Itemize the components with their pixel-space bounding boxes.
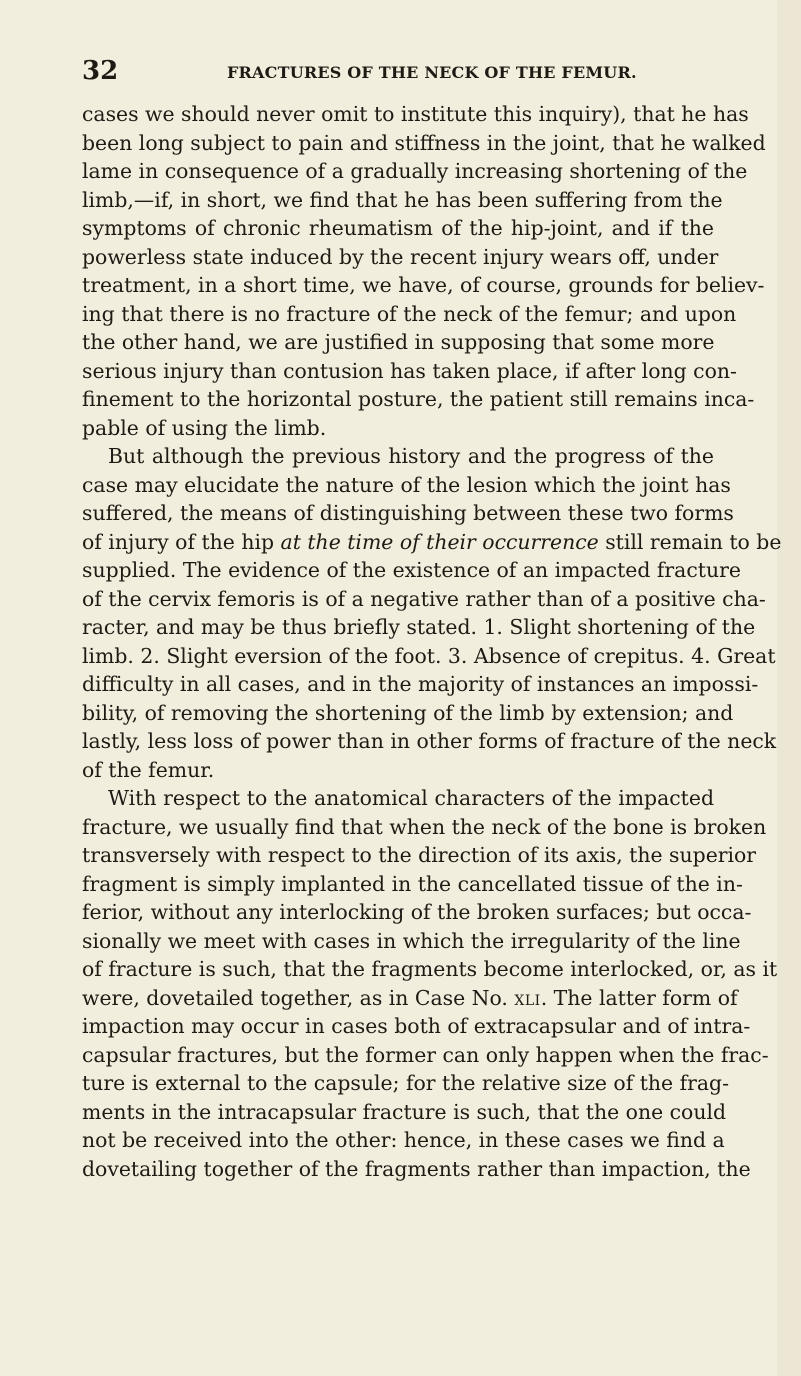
text-line: ments in the intracapsular fracture is such, that the one could <box>82 1099 727 1124</box>
italic-phrase: at the time of their occurrence <box>280 529 599 554</box>
text-line: pable of using the limb. <box>82 415 327 440</box>
text-line: limb. 2. Slight eversion of the foot. 3. Absence of crepitus. 4. Great <box>82 643 776 668</box>
text-line: supplied. The evidence of the existence of an impacted fracture <box>82 558 741 582</box>
text-line: difficulty in all cases, and in the majority of instances an impossi- <box>82 672 759 696</box>
text-line: powerless state induced by the recent injury wears off, under <box>82 244 719 269</box>
text-line: finement to the horizontal posture, the patient still remains inca- <box>82 387 755 411</box>
text-segment: of injury of the hip <box>82 529 281 554</box>
text-line: of fracture is such, that the fragments become interlocked, or, as it <box>82 957 778 981</box>
text-line: racter, and may be thus briefly stated. 1. Slight shortening of the <box>82 615 756 639</box>
text-line: lame in consequence of a gradually increasing shortening of the <box>82 159 748 183</box>
text-line: treatment, in a short time, we have, of course, grounds for believ- <box>82 273 765 297</box>
text-line: symptoms of chronic rheumatism of the hip-joint, and if the <box>82 216 714 240</box>
page-edge <box>777 0 801 1376</box>
text-line: lastly, less loss of power than in other forms of fracture of the neck <box>82 729 777 753</box>
text-segment: still remain to be <box>598 529 782 554</box>
body-text <box>82 100 782 1183</box>
text-line: limb,—if, in short, we find that he has been suffering from the <box>82 187 723 212</box>
text-line: been long subject to pain and stiffness in the joint, that he walked <box>82 130 766 155</box>
paragraph-start-line: With respect to the anatomical characters of the impacted <box>108 786 714 810</box>
text-line: impaction may occur in cases both of extracapsular and of intra- <box>82 1014 751 1038</box>
text-line: serious injury than contusion has taken place, if after long con- <box>82 358 737 383</box>
paragraph-start-line: But although the previous history and the progress of the <box>108 444 714 468</box>
text-line: not be received into the other: hence, in these cases we find a <box>82 1128 725 1152</box>
text-line: the other hand, we are justified in supposing that some more <box>82 330 715 354</box>
case-number: xli <box>514 985 541 1010</box>
text-segment: were, dovetailed together, as in Case No. <box>82 985 515 1010</box>
text-line: fragment is simply implanted in the cancellated tissue of the in- <box>82 871 743 896</box>
text-line: case may elucidate the nature of the lesion which the joint has <box>82 472 731 497</box>
page-header <box>0 58 801 84</box>
text-line: ing that there is no fracture of the neck of the femur; and upon <box>82 301 737 326</box>
text-line: ture is external to the capsule; for the relative size of the frag- <box>82 1071 730 1095</box>
text-line: cases we should never omit to institute this inquiry), that he has <box>82 102 749 126</box>
text-line: of the cervix femoris is of a negative rather than of a positive cha- <box>82 586 766 611</box>
text-line: suffered, the means of distinguishing between these two forms <box>82 501 734 525</box>
text-line: fracture, we usually find that when the neck of the bone is broken <box>82 814 767 839</box>
text-segment: . The latter form of <box>540 985 738 1010</box>
text-line-with-case-number <box>82 984 738 1013</box>
text-line: of the femur. <box>82 757 215 782</box>
running-title: FRACTURES OF THE NECK OF THE FEMUR. <box>227 63 637 82</box>
text-line: sionally we meet with cases in which the irregularity of the line <box>82 928 741 953</box>
text-line-with-italic <box>82 528 782 557</box>
page-number: 32 <box>82 56 119 86</box>
text-line: transversely with respect to the direction of its axis, the superior <box>82 843 757 867</box>
text-line: dovetailing together of the fragments rather than impaction, the <box>82 1156 751 1181</box>
text-line: bility, of removing the shortening of the limb by extension; and <box>82 700 734 725</box>
text-line: capsular fractures, but the former can only happen when the frac- <box>82 1042 769 1067</box>
text-line: ferior, without any interlocking of the broken surfaces; but occa- <box>82 900 752 924</box>
